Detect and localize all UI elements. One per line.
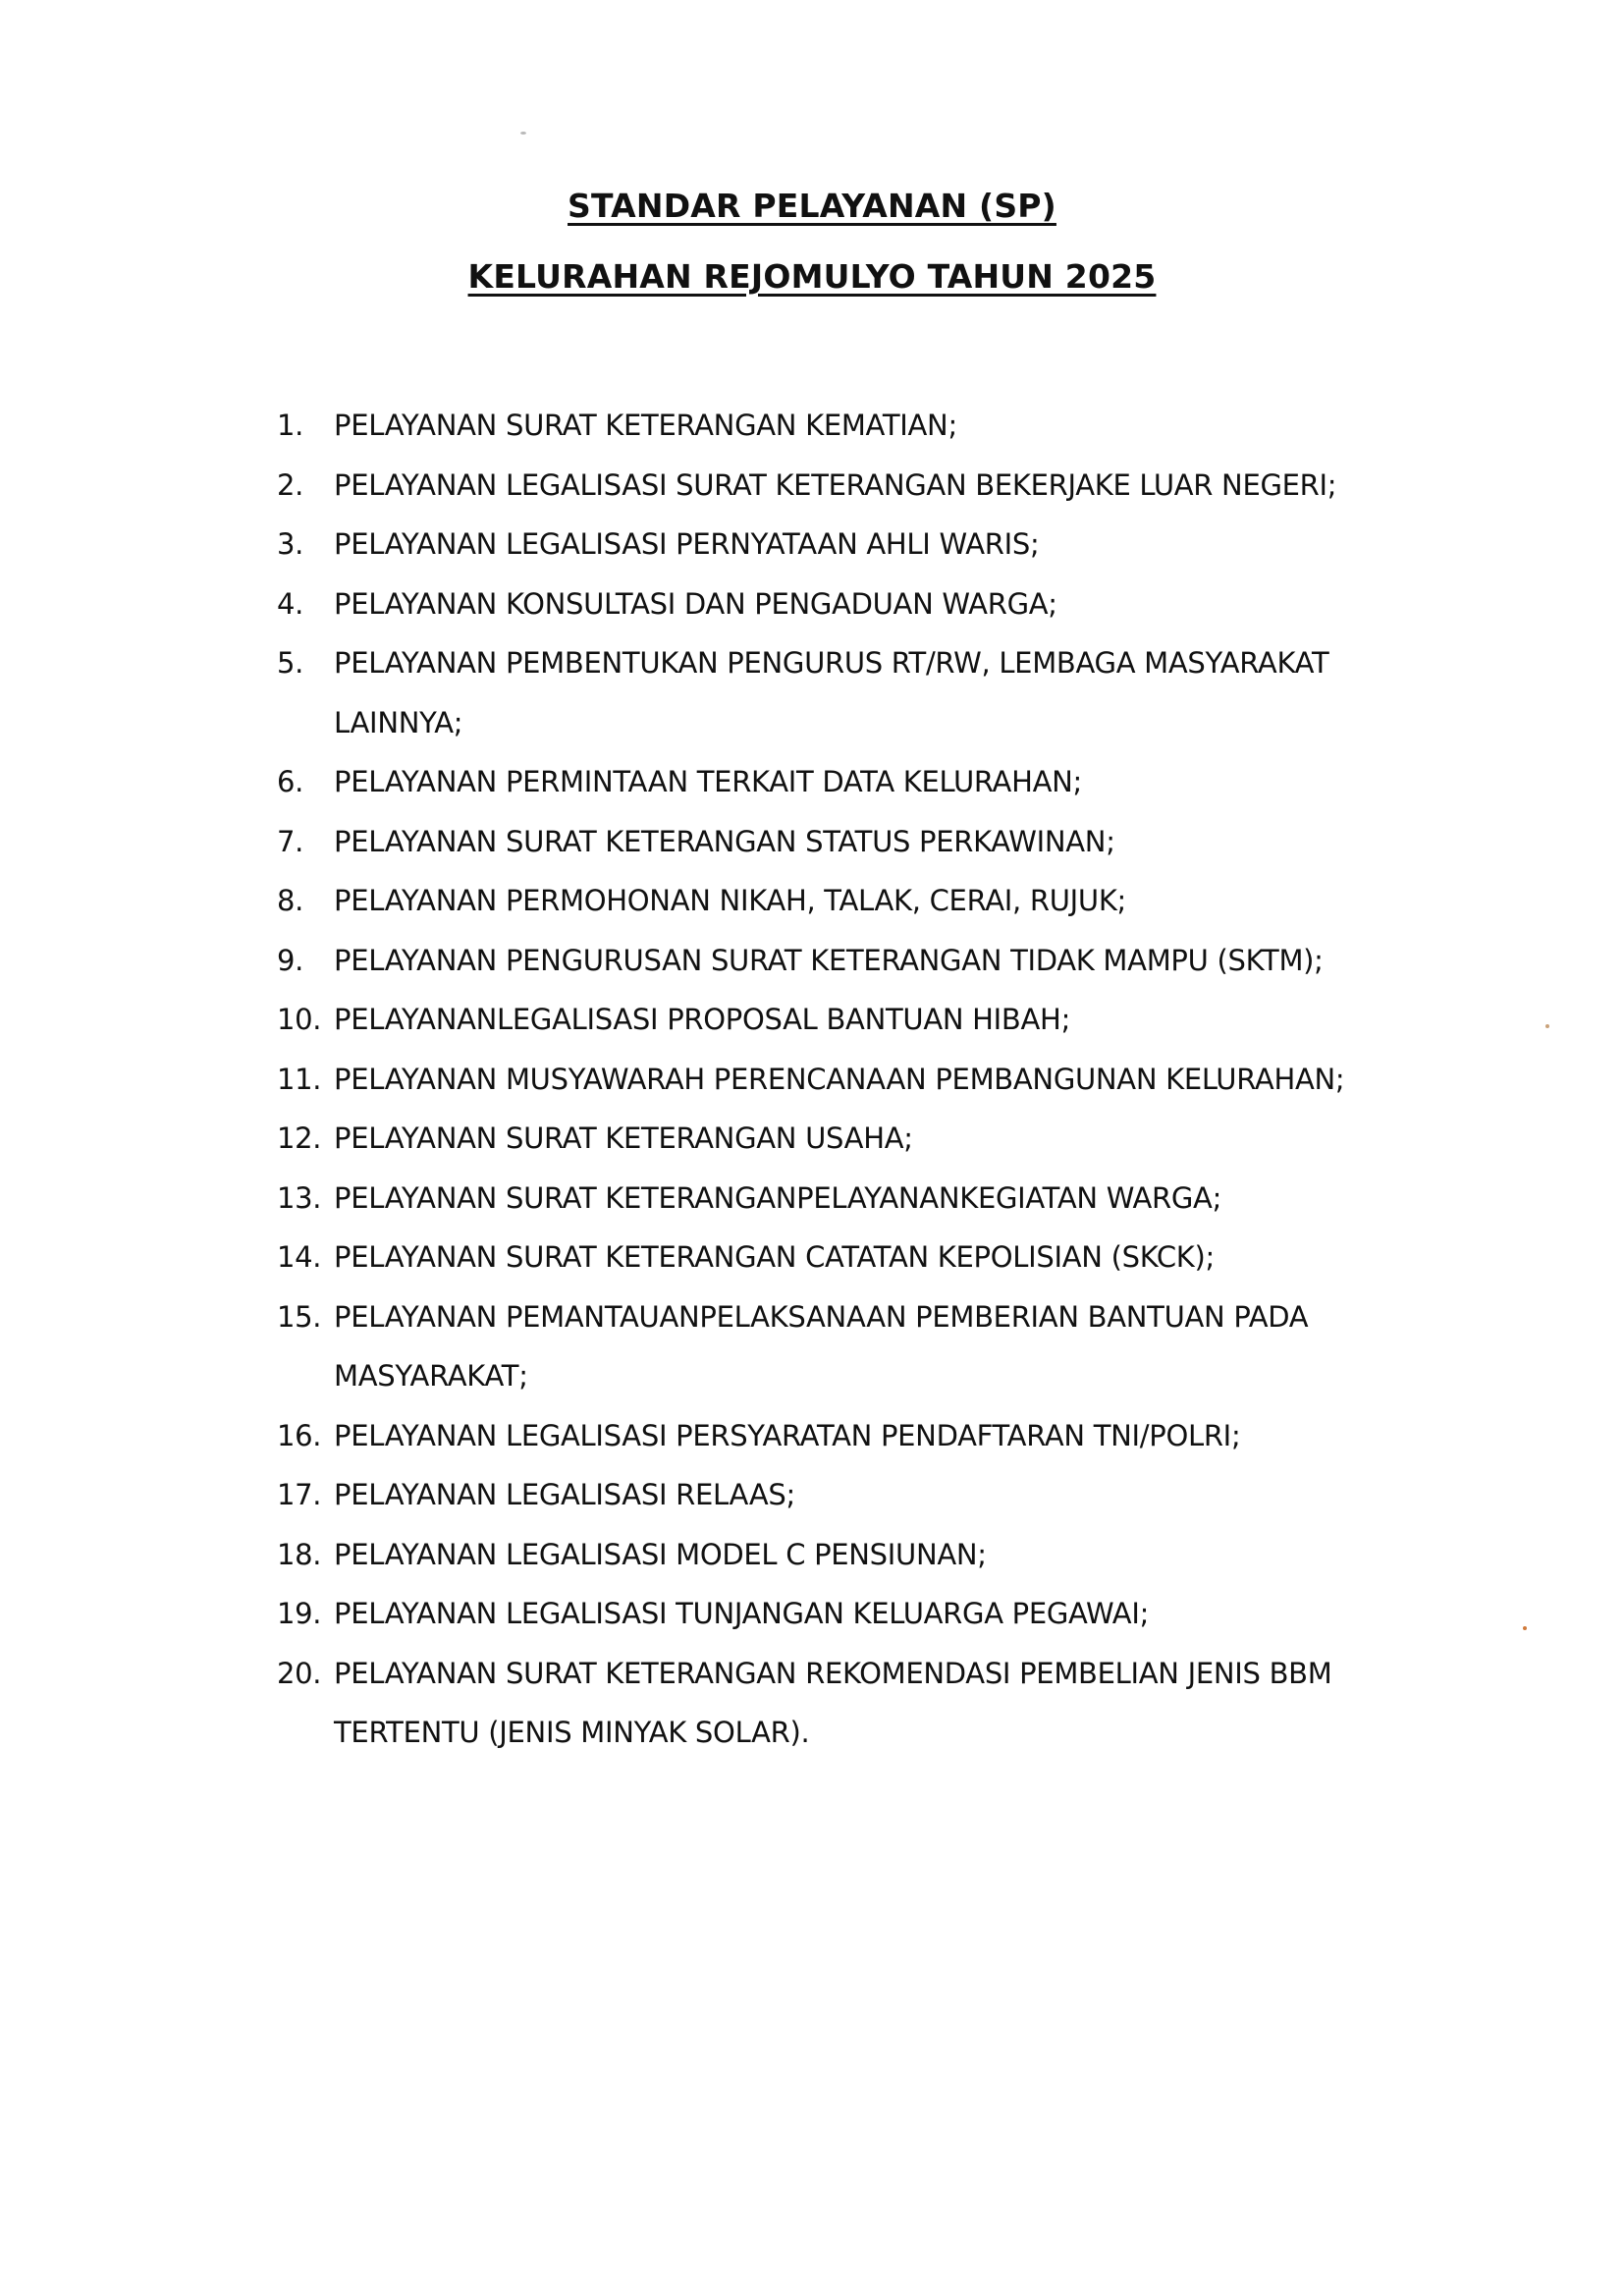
service-number: 15. [277,1299,322,1334]
document-title [0,187,1624,225]
service-text: PELAYANAN SURAT KETERANGAN USAHA; [334,1121,913,1155]
service-number: 19. [277,1597,322,1630]
service-item [277,871,1406,931]
service-number: 12. [277,1121,322,1155]
service-item [277,752,1406,812]
service-text: PELAYANAN LEGALISASI PERSYARATAN PENDAFTARAN TNI/POLRI; [334,1418,1241,1452]
service-text: PELAYANAN SURAT KETERANGAN CATATAN KEPOLISIAN (SKCK); [334,1240,1215,1274]
service-number: 7. [277,824,304,858]
service-item [277,931,1406,991]
title-line-1: STANDAR PELAYANAN (SP) [568,187,1056,225]
service-item [277,1584,1406,1644]
service-item [277,1465,1406,1525]
service-text: PELAYANAN SURAT KETERANGANPELAYANANKEGIATAN WARGA; [334,1180,1222,1215]
service-item [277,1169,1406,1229]
service-number: 11. [277,1062,322,1096]
service-number: 9. [277,943,304,977]
scan-speck [520,132,526,135]
service-text: PELAYANAN SURAT KETERANGAN KEMATIAN; [334,409,957,442]
document-subtitle [0,257,1624,296]
service-text: PELAYANAN PENGURUSAN SURAT KETERANGAN TIDAK MAMPU (SKTM); [334,943,1324,977]
service-text: PELAYANAN LEGALISASI RELAAS; [334,1478,795,1511]
service-item [277,456,1406,516]
service-text: PELAYANAN SURAT KETERANGAN STATUS PERKAWINAN; [334,824,1115,858]
title-line-2: KELURAHAN REJOMULYO TAHUN 2025 [467,257,1157,296]
service-item [277,990,1406,1050]
service-number: 1. [277,409,304,442]
service-number: 5. [277,646,304,680]
service-item [277,1287,1406,1406]
service-number: 17. [277,1478,322,1511]
service-text: PELAYANANLEGALISASI PROPOSAL BANTUAN HIBAH; [334,1003,1071,1036]
scan-speck [1523,1626,1527,1630]
service-text: PELAYANAN PEMANTAUANPELAKSANAAN PEMBERIAN BANTUAN PADA MASYARAKAT; [334,1299,1309,1393]
service-text: PELAYANAN SURAT KETERANGAN REKOMENDASI PEMBELIAN JENIS BBM TERTENTU (JENIS MINYAK SOLAR). [334,1656,1332,1749]
service-item [277,1050,1406,1110]
service-list [277,396,1406,1763]
service-text: PELAYANAN PERMOHONAN NIKAH, TALAK, CERAI, RUJUK; [334,884,1127,917]
service-number: 6. [277,765,304,798]
service-item [277,396,1406,456]
service-text: PELAYANAN LEGALISASI SURAT KETERANGAN BEKERJAKE LUAR NEGERI; [334,467,1337,502]
service-number: 14. [277,1240,322,1274]
service-number: 20. [277,1656,322,1690]
service-text: PELAYANAN LEGALISASI TUNJANGAN KELUARGA PEGAWAI; [334,1597,1150,1630]
service-item [277,574,1406,634]
service-number: 10. [277,1003,322,1036]
service-item [277,1228,1406,1287]
service-number: 2. [277,467,304,502]
service-text: PELAYANAN PEMBENTUKAN PENGURUS RT/RW, LEMBAGA MASYARAKAT LAINNYA; [334,646,1329,739]
service-text: PELAYANAN LEGALISASI MODEL C PENSIUNAN; [334,1537,987,1571]
service-text: PELAYANAN PERMINTAAN TERKAIT DATA KELURAHAN; [334,765,1082,798]
service-item [277,1525,1406,1585]
service-number: 16. [277,1418,322,1452]
scan-speck [1545,1024,1549,1028]
service-item [277,633,1406,752]
service-number: 4. [277,586,304,621]
service-item [277,1109,1406,1169]
service-text: PELAYANAN MUSYAWARAH PERENCANAAN PEMBANGUNAN KELURAHAN; [334,1062,1345,1096]
service-number: 3. [277,527,304,561]
service-item [277,812,1406,872]
service-item [277,515,1406,574]
service-item [277,1644,1406,1763]
service-text: PELAYANAN KONSULTASI DAN PENGADUAN WARGA; [334,586,1057,621]
service-text: PELAYANAN LEGALISASI PERNYATAAN AHLI WARIS; [334,527,1040,561]
service-item [277,1406,1406,1466]
service-number: 18. [277,1537,322,1571]
service-number: 8. [277,884,304,917]
service-number: 13. [277,1180,322,1215]
